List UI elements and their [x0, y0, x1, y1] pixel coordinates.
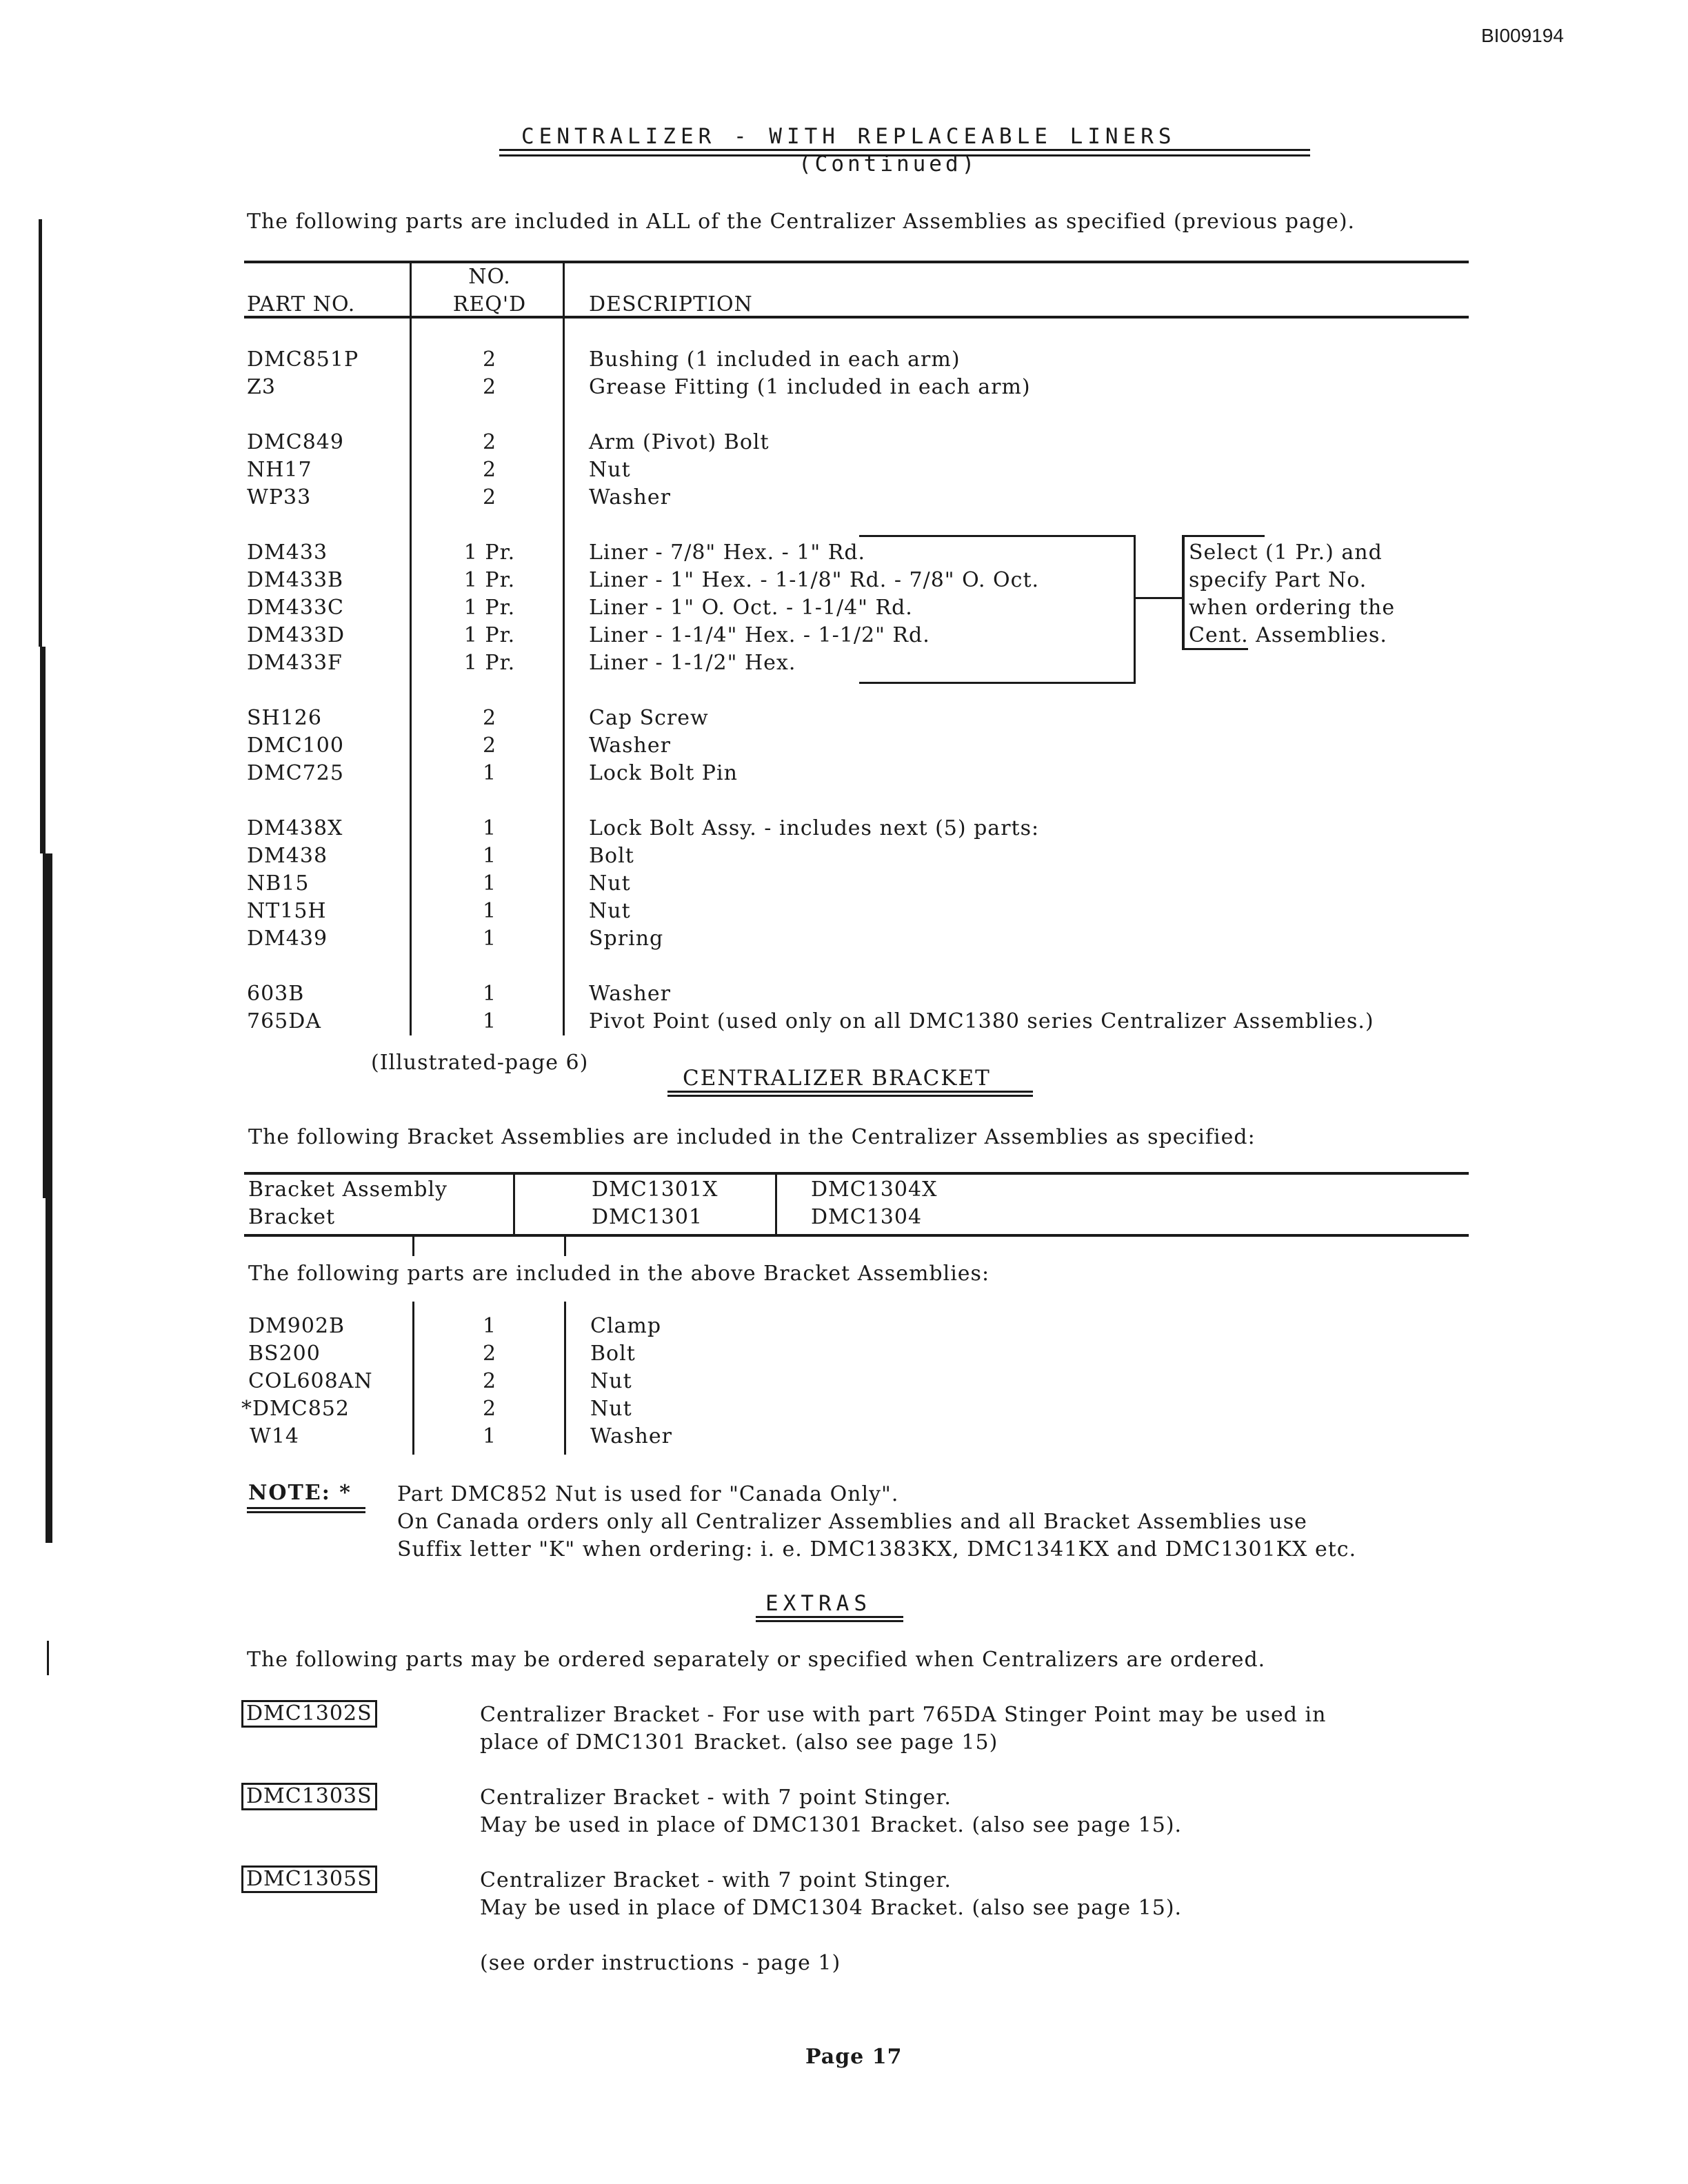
part-description: Washer: [589, 982, 671, 1006]
note-label: NOTE: *: [248, 1481, 352, 1505]
liner-note-bracket: [1182, 648, 1248, 650]
quantity: 2: [482, 734, 497, 758]
part-number: WP33: [247, 485, 312, 509]
part-number: 603B: [247, 982, 305, 1006]
extra-part-number: DMC1303S: [241, 1783, 377, 1810]
part-description: Washer: [589, 485, 671, 509]
part-description: Grease Fitting (1 included in each arm): [589, 375, 1031, 399]
bracket-table-bottom-rule: [244, 1234, 1469, 1237]
header-no: NO.: [468, 265, 511, 289]
note-line: Part DMC852 Nut is used for "Canada Only".: [397, 1482, 899, 1506]
liner-note-bracket: [1182, 535, 1185, 649]
part-number: BS200: [248, 1342, 321, 1366]
liner-note-line: Select (1 Pr.) and: [1189, 540, 1383, 565]
extra-description: May be used in place of DMC1301 Bracket. (also see page 15).: [480, 1813, 1183, 1837]
extras-title: EXTRAS: [765, 1591, 872, 1616]
part-number: SH126: [247, 706, 322, 730]
illustrated-reference: (Illustrated-page 6): [371, 1051, 589, 1075]
part-description: Liner - 7/8" Hex. - 1" Rd.: [589, 540, 866, 565]
quantity: 1: [482, 899, 497, 923]
extra-description: place of DMC1301 Bracket. (also see page 15): [480, 1730, 998, 1755]
table-col-divider: [410, 262, 412, 1035]
part-number: NT15H: [247, 899, 327, 923]
quantity: 1: [482, 982, 497, 1006]
quantity: 2: [482, 1342, 497, 1366]
part-number: DM902B: [248, 1314, 345, 1338]
part-description: Nut: [589, 899, 631, 923]
scan-edge-line: [40, 647, 46, 853]
part-number: DM439: [247, 927, 328, 951]
part-number: DMC100: [247, 734, 344, 758]
order-instructions: (see order instructions - page 1): [480, 1951, 841, 1975]
part-number: NB15: [247, 871, 310, 896]
quantity: 2: [482, 706, 497, 730]
part-description: Bushing (1 included in each arm): [589, 347, 961, 372]
quantity: 1 Pr.: [463, 568, 516, 592]
quantity: 1: [482, 1009, 497, 1033]
part-number: DM433B: [247, 568, 344, 592]
note-label-underline: [247, 1511, 365, 1513]
part-description: Lock Bolt Pin: [589, 761, 738, 785]
header-reqd: REQ'D: [452, 292, 527, 316]
liner-note-line: Cent. Assemblies.: [1189, 623, 1387, 647]
scan-edge-line: [47, 1641, 49, 1675]
quantity: 1 Pr.: [463, 623, 516, 647]
part-description: Bolt: [590, 1342, 636, 1366]
part-description: Nut: [589, 871, 631, 896]
quantity: 1: [482, 761, 497, 785]
bracket-parts-col-divider: [412, 1235, 414, 1256]
part-description: Nut: [590, 1397, 632, 1421]
page-number: Page 17: [805, 2045, 903, 2069]
bracket-section-title: CENTRALIZER BRACKET: [683, 1066, 991, 1091]
quantity: 2: [482, 485, 497, 509]
bracket-title-underline: [667, 1095, 1033, 1097]
part-number: *DMC852: [241, 1397, 350, 1421]
liner-bracket-connector: [1135, 597, 1182, 599]
quantity: 1: [482, 927, 497, 951]
document-id: BI009194: [1481, 25, 1564, 46]
part-description: Liner - 1-1/4" Hex. - 1-1/2" Rd.: [589, 623, 930, 647]
part-description: Clamp: [590, 1314, 662, 1338]
liner-note-line: specify Part No.: [1189, 568, 1367, 592]
part-description: Cap Screw: [589, 706, 709, 730]
part-description: Nut: [590, 1369, 632, 1393]
part-number: COL608AN: [248, 1369, 373, 1393]
liner-note-line: when ordering the: [1189, 596, 1396, 620]
extras-intro-text: The following parts may be ordered separately or specified when Centralizers are ordered.: [247, 1648, 1266, 1672]
title-underline: [499, 149, 1310, 151]
extras-title-underline: [756, 1620, 903, 1622]
bracket-col-b: DMC1304: [811, 1205, 923, 1229]
bracket-parts-intro-text: The following parts are included in the above Bracket Assemblies:: [248, 1262, 990, 1286]
part-description: Spring: [589, 927, 664, 951]
part-number: DMC725: [247, 761, 344, 785]
bracket-parts-col-divider: [412, 1302, 414, 1455]
extras-title-underline: [756, 1616, 903, 1618]
bracket-col-a: DMC1301X: [592, 1177, 719, 1202]
scan-edge-line: [43, 853, 52, 1198]
part-description: Bolt: [589, 844, 634, 868]
part-description: Pivot Point (used only on all DMC1380 series Centralizer Assemblies.): [589, 1009, 1374, 1033]
page-title: CENTRALIZER - WITH REPLACEABLE LINERS: [521, 124, 1176, 149]
liner-bracket: [859, 535, 1136, 684]
quantity: 1: [482, 1424, 497, 1448]
part-number: DM438: [247, 844, 328, 868]
part-number: Z3: [247, 375, 276, 399]
part-number: DM433D: [247, 623, 345, 647]
part-description: Arm (Pivot) Bolt: [589, 430, 770, 454]
quantity: 1 Pr.: [463, 651, 516, 675]
part-number: DM433: [247, 540, 328, 565]
table-top-rule: [244, 261, 1469, 263]
bracket-col-a: DMC1301: [592, 1205, 703, 1229]
note-line: Suffix letter "K" when ordering: i. e. DMC1383KX, DMC1341KX and DMC1301KX etc.: [397, 1537, 1357, 1561]
part-number: DM433C: [247, 596, 344, 620]
part-number: 765DA: [247, 1009, 321, 1033]
extra-part-number: DMC1305S: [241, 1866, 377, 1893]
bracket-table-divider: [513, 1173, 515, 1235]
quantity: 2: [482, 1397, 497, 1421]
page-subtitle: (Continued): [798, 152, 978, 176]
quantity: 2: [482, 458, 497, 482]
extra-description: Centralizer Bracket - with 7 point Stinger.: [480, 1868, 952, 1892]
liner-note-bracket: [1182, 535, 1265, 537]
header-description: DESCRIPTION: [589, 292, 753, 316]
part-description: Liner - 1-1/2" Hex.: [589, 651, 796, 675]
quantity: 2: [482, 347, 497, 372]
bracket-row-label: Bracket: [248, 1205, 336, 1229]
quantity: 1: [482, 816, 497, 840]
extra-description: Centralizer Bracket - with 7 point Stinger.: [480, 1786, 952, 1810]
note-label-underline: [247, 1507, 365, 1509]
extra-description: Centralizer Bracket - For use with part 765DA Stinger Point may be used in: [480, 1703, 1327, 1727]
scan-edge-line: [46, 1198, 52, 1543]
part-description: Liner - 1" Hex. - 1-1/8" Rd. - 7/8" O. Oct.: [589, 568, 1040, 592]
bracket-parts-col-divider: [564, 1235, 566, 1256]
quantity: 1: [482, 844, 497, 868]
bracket-table-divider: [775, 1173, 777, 1235]
bracket-title-underline: [667, 1091, 1033, 1093]
quantity: 1 Pr.: [463, 596, 516, 620]
quantity: 2: [482, 1369, 497, 1393]
part-number: NH17: [247, 458, 312, 482]
header-part-no: PART NO.: [247, 292, 356, 316]
bracket-row-label: Bracket Assembly: [248, 1177, 448, 1202]
part-description: Lock Bolt Assy. - includes next (5) parts:: [589, 816, 1040, 840]
extra-description: May be used in place of DMC1304 Bracket. (also see page 15).: [480, 1896, 1183, 1920]
extra-part-number: DMC1302S: [241, 1700, 377, 1728]
bracket-col-b: DMC1304X: [811, 1177, 938, 1202]
part-description: Liner - 1" O. Oct. - 1-1/4" Rd.: [589, 596, 913, 620]
part-number: DM433F: [247, 651, 343, 675]
bracket-intro-text: The following Bracket Assemblies are included in the Centralizer Assemblies as specified:: [248, 1125, 1256, 1149]
quantity: 1 Pr.: [463, 540, 516, 565]
intro-text: The following parts are included in ALL of the Centralizer Assemblies as specified (previous page).: [247, 210, 1356, 234]
part-number: DMC851P: [247, 347, 359, 372]
part-number: W14: [250, 1424, 300, 1448]
part-description: Washer: [590, 1424, 672, 1448]
quantity: 2: [482, 375, 497, 399]
table-col-divider: [563, 262, 565, 1035]
part-description: Nut: [589, 458, 631, 482]
note-line: On Canada orders only all Centralizer Assemblies and all Bracket Assemblies use: [397, 1510, 1307, 1534]
part-number: DMC849: [247, 430, 344, 454]
scan-edge-line: [39, 219, 42, 647]
part-number: DM438X: [247, 816, 343, 840]
quantity: 2: [482, 430, 497, 454]
quantity: 1: [482, 871, 497, 896]
bracket-table-top-rule: [244, 1172, 1469, 1175]
quantity: 1: [482, 1314, 497, 1338]
bracket-parts-col-divider: [564, 1302, 566, 1455]
part-description: Washer: [589, 734, 671, 758]
